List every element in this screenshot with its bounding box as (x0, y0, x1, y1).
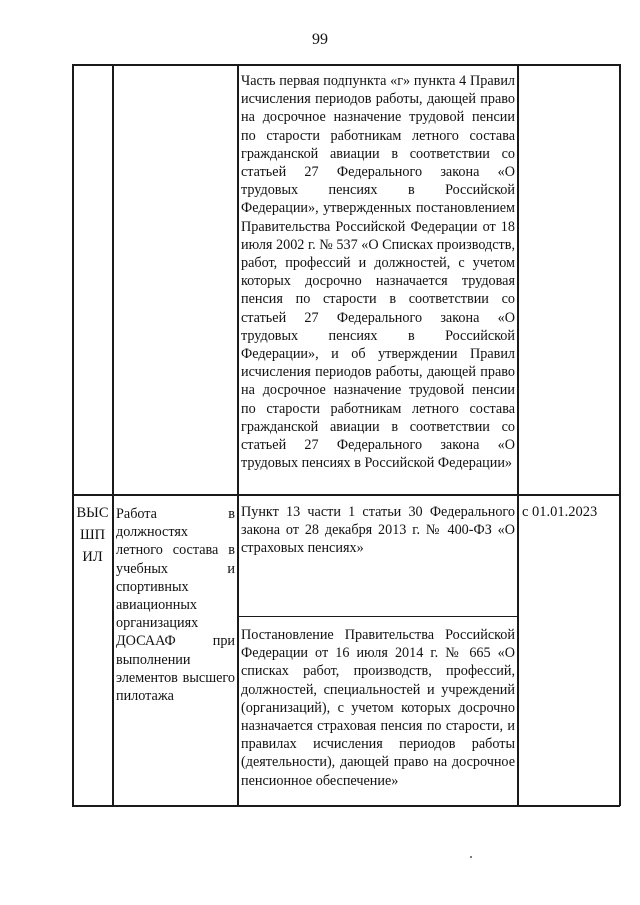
column-divider (517, 64, 519, 806)
table-row-2-legal-basis-2: Постановление Правительства Российской Федерации от 16 июля 2014 г. № 665 «О списках работ, производств, профессий, должностей, специальностей и учреждений (организаций), с учетом которых досрочно назначается страховая пенсия по старости, и правилах исчисления периодов работы (деятельности), дающей право на досрочное пенсионное обеспечение» (241, 627, 515, 789)
row-divider (72, 494, 620, 496)
table-row-2-work-type: Работа в должностях летного состава в учебных и спортивных авиационных организациях ДОСААФ при выполнении элементов высшего пилотажа (116, 506, 235, 705)
scan-speck (470, 856, 472, 858)
cell-divider (237, 616, 518, 617)
table-row-2-effective-date: с 01.01.2023 (522, 504, 598, 520)
table-row-1-legal-basis: Часть первая подпункта «г» пункта 4 Правил исчисления периодов работы, дающей право на досрочное назначение трудовой пенсии по старости работникам летного состава гражданской авиации в соответствии со статьей 27 Федерального закона «О трудовых пенсиях в Российской Федерации», утвержденных постановлением Правительства Российской Федерации от 18 июля 2002 г. № 537 «О Списках производств, работ, профессий и должностей, с учетом которых досрочно назначается трудовая пенсия по старости в соответствии со статьей 27 Федерального закона «О трудовых пенсиях в Российской Федерации», и об утверждении Правил исчисления периодов работы, дающей право на досрочное назначение трудовой пенсии по старости работникам летного состава гражданской авиации в соответствии со статьей 27 Федерального закона «О трудовых пенсиях в Российской Федерации» (241, 73, 515, 472)
column-divider (112, 64, 114, 806)
table-right-border (619, 64, 621, 806)
table-left-border (72, 64, 74, 806)
page-number: 99 (312, 31, 328, 48)
table-bottom-border (72, 805, 620, 807)
table-row-2-legal-basis-1: Пункт 13 части 1 статьи 30 Федерального закона от 28 декабря 2013 г. № 400-ФЗ «О страховых пенсиях» (241, 504, 515, 557)
table-row-2-code: ВЫСШПИЛ (76, 505, 109, 565)
column-divider (237, 64, 239, 806)
table-top-border (72, 64, 620, 66)
